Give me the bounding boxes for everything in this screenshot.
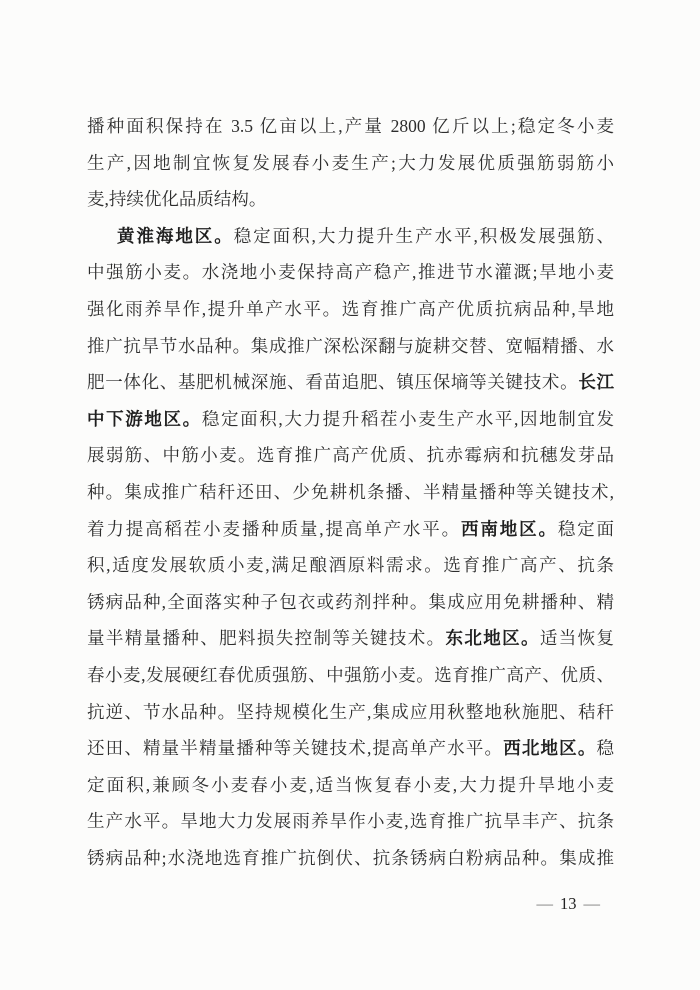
text-line [87,584,614,621]
text-line [87,328,614,365]
text-segment: 麦,持续优化品质结构。 [87,189,267,210]
text-line [87,694,614,731]
page-number [537,893,601,915]
region-name-bold: 中下游地区。 [87,408,202,429]
text-segment: 锈病品种;水浇地选育推广抗倒伏、抗条锈病白粉病品种。集成推 [87,847,614,868]
page-number-dash-left: — [536,894,553,913]
text-segment: 稳 [596,738,614,759]
text-segment: 抗逆、节水品种。坚持规模化生产,集成应用秋整地秋施肥、秸秆 [87,701,614,722]
page-number-dash-right: — [583,894,600,913]
text-line [87,767,614,804]
text-line [87,620,614,657]
text-segment: 适当恢复 [539,628,614,649]
text-line [87,401,614,438]
text-segment: 推广抗旱节水品种。集成推广深松深翻与旋耕交替、宽幅精播、水 [87,335,614,356]
text-line [87,291,614,328]
text-segment: 锈病品种,全面落实种子包衣或药剂拌种。集成应用免耕播种、精 [87,591,614,612]
text-line [87,730,614,767]
text-segment: 定面积,兼顾冬小麦春小麦,适当恢复春小麦,大力提升旱地小麦 [87,774,614,795]
text-segment: 还田、精量半精量播种等关键技术,提高单产水平。 [87,738,504,759]
text-line [87,108,614,145]
text-line [87,145,614,182]
text-line [87,254,614,291]
text-segment: 稳定面 [557,518,614,539]
text-segment: 生产,因地制宜恢复发展春小麦生产;大力发展优质强筋弱筋小 [87,152,614,173]
text-line [87,657,614,694]
text-segment: 肥一体化、基肥机械深施、看苗追肥、镇压保墒等关键技术。 [87,372,579,393]
text-line [87,840,614,877]
text-segment: 量半精量播种、肥料损失控制等关键技术。 [87,628,446,649]
region-name-bold: 西北地区。 [503,738,597,759]
text-segment: 积,适度发展软质小麦,满足酿酒原料需求。选育推广高产、抗条 [87,555,614,576]
text-line [87,437,614,474]
text-segment: 稳定面积,大力提升稻茬小麦生产水平,因地制宜发 [201,408,614,429]
text-segment: 生产水平。旱地大力发展雨养旱作小麦,选育推广抗旱丰产、抗条 [87,811,614,832]
text-segment: 春小麦,发展硬红春优质强筋、中强筋小麦。选育推广高产、优质、 [87,664,614,685]
text-line [87,218,614,255]
text-line [87,474,614,511]
region-name-bold: 黄淮海地区。 [117,225,234,246]
text-line [87,547,614,584]
text-segment: 播种面积保持在 3.5 亿亩以上,产量 2800 亿斤以上;稳定冬小麦 [87,116,614,136]
text-line [87,181,614,218]
region-name-bold: 长江 [578,372,614,393]
text-segment: 种。集成推广秸秆还田、少免耕机条播、半精量播种等关键技术, [87,481,614,502]
text-line [87,511,614,548]
text-segment: 着力提高稻茬小麦播种质量,提高单产水平。 [87,518,462,539]
body-text [87,108,614,876]
region-name-bold: 西南地区。 [461,518,558,539]
text-line [87,364,614,401]
text-segment: 稳定面积,大力提升生产水平,积极发展强筋、 [233,225,614,246]
region-name-bold: 东北地区。 [445,628,540,649]
page-number-value: 13 [560,894,577,913]
text-segment: 强化雨养旱作,提升单产水平。选育推广高产优质抗病品种,旱地 [87,298,614,319]
text-segment: 展弱筋、中筋小麦。选育推广高产优质、抗赤霉病和抗穗发芽品 [87,445,614,466]
text-line [87,803,614,840]
text-segment: 中强筋小麦。水浇地小麦保持高产稳产,推进节水灌溉;旱地小麦 [87,262,614,283]
